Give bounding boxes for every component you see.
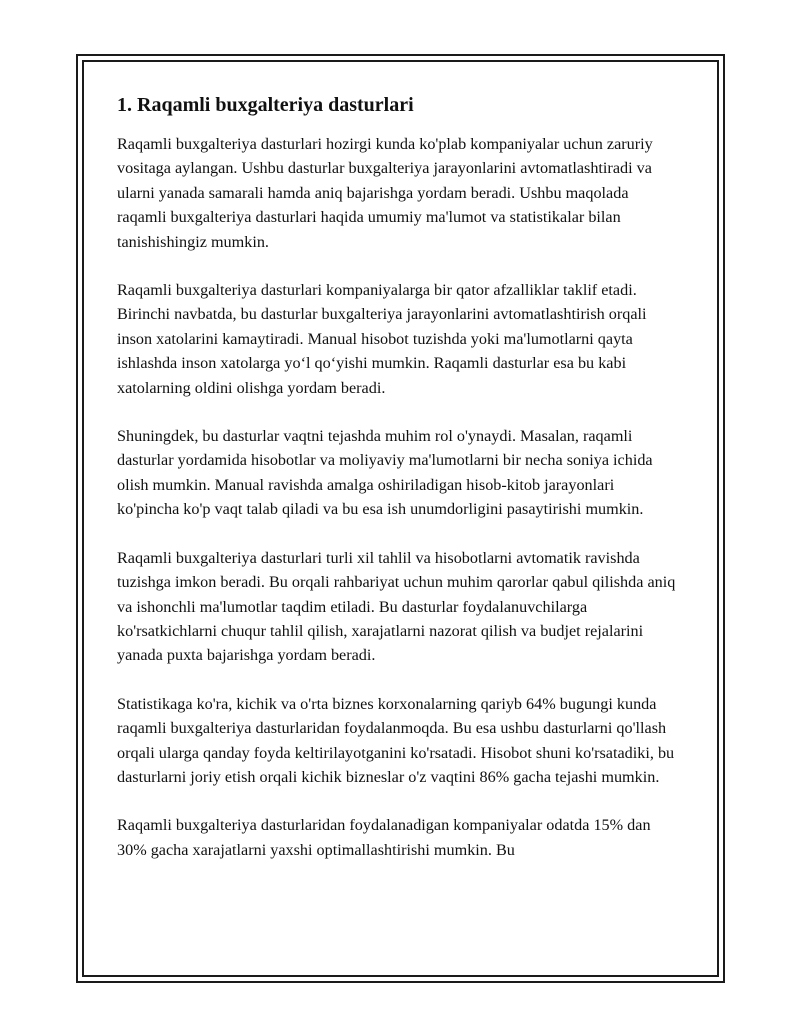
paragraph-advantages: Raqamli buxgalteriya dasturlari kompaniyalarga bir qator afzalliklar taklif etadi. Birinchi navbatda, bu dasturlar buxgalteriya jarayonlarini avtomatlashtirish orqali inson xatolarini kamaytiradi. Manual hisobot tuzishda yoki ma'lumotlarni qayta ishlashda inson xatolarga yo‘l qo‘yishi mumkin. Raqamli dasturlar esa bu kabi xatolarning oldini olishga yordam beradi. — [117, 281, 647, 397]
document-body — [117, 92, 677, 886]
section-heading: 1. Raqamli buxgalteriya dasturlari — [117, 94, 414, 116]
paragraph-intro: Raqamli buxgalteriya dasturlari hozirgi kunda ko'plab kompaniyalar uchun zaruriy vositaga aylangan. Ushbu dasturlar buxgalteriya jarayonlarini avtomatlashtiradi va ularni yanada samarali hamda aniq bajarishga yordam beradi. Ushbu maqolada raqamli buxgalteriya dasturlari haqida umumiy ma'lumot va statistikalar bilan tanishishingiz mumkin. — [117, 135, 653, 251]
paragraph-costs: Raqamli buxgalteriya dasturlaridan foydalanadigan kompaniyalar odatda 15% dan 30% gacha xarajatlarni yaxshi optimallashtirishi mumkin. Bu — [117, 816, 651, 859]
paragraph-statistics: Statistikaga ko'ra, kichik va o'rta biznes korxonalarning qariyb 64% bugungi kunda raqamli buxgalteriya dasturlaridan foydalanmoqda. Bu esa ushbu dasturlarni qo'llash orqali ularga qanday foyda keltirilayotganini ko'rsatadi. Hisobot shuni ko'rsatadiki, bu dasturlarni joriy etish orqali kichik bizneslar o'z vaqtini 86% gacha tejashi mumkin. — [117, 694, 675, 786]
paragraph-time-saving: Shuningdek, bu dasturlar vaqtni tejashda muhim rol o'ynaydi. Masalan, raqamli dasturlar yordamida hisobotlar va moliyaviy ma'lumotlarni bir necha soniya ichida olish mumkin. Manual ravishda amalga oshiriladigan hisob-kitob jarayonlari ko'pincha ko'p vaqt talab qiladi va bu esa ish unumdorligini pasaytirishi mumkin. — [117, 427, 653, 519]
paragraph-analysis: Raqamli buxgalteriya dasturlari turli xil tahlil va hisobotlarni avtomatik ravishda tuzishga imkon beradi. Bu orqali rahbariyat uchun muhim qarorlar qabul qilishda aniq va ishonchli ma'lumotlar taqdim etiladi. Bu dasturlar foydalanuvchilarga ko'rsatkichlarni chuqur tahlil qilish, xarajatlarni nazorat qilish va budjet rejalarini yanada puxta bajarishga yordam beradi. — [117, 548, 676, 665]
